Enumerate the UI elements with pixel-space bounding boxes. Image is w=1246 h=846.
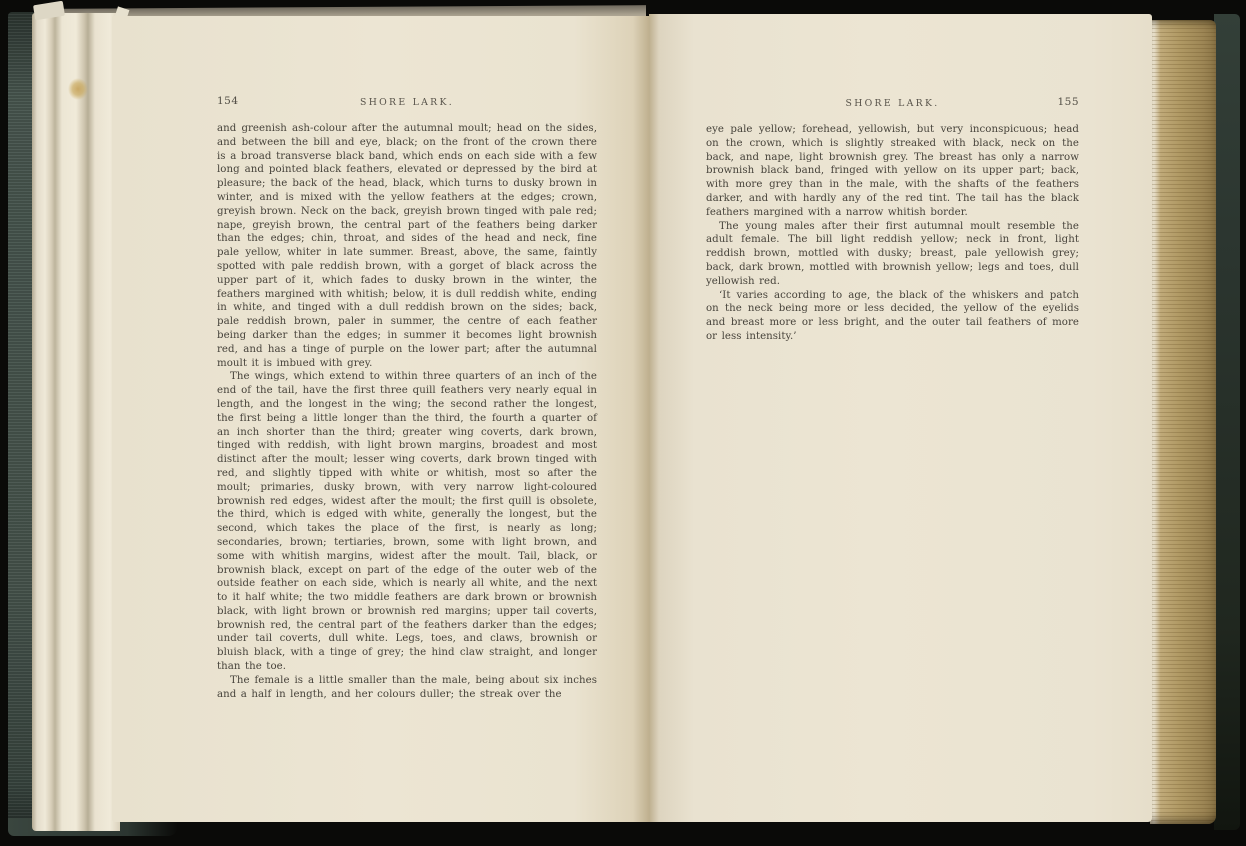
right-page-body [706, 123, 1079, 344]
paragraph: The female is a little smaller than the male, being about six inches and a half in length, and her colours duller; the streak over the [217, 674, 597, 700]
left-page [112, 16, 649, 822]
left-page-edge-stack [32, 13, 120, 831]
fox-stain [68, 78, 88, 100]
paragraph: eye pale yellow; forehead, yellowish, but very inconspicuous; head on the crown, which is slightly streaked with black, neck on the back, and nape, light brownish grey. The breast has only a narrow brownish black band, fringed with yellow on its upper part; back, with more grey than in the male, with the shafts of the feathers darker, and with hardly any of the red tint. The tail has the black feathers margined with a narrow whitish border. [706, 124, 1079, 218]
left-page-header [217, 95, 597, 111]
right-page [649, 14, 1152, 822]
running-title: SHORE LARK. [845, 98, 940, 109]
paragraph: ‘It varies according to age, the black of the whiskers and patch on the neck being more or less decided, the yellow of the eyelids and breast more or less bright, and the outer tail feathers of more or less intensity.’ [706, 289, 1079, 342]
page-number: 155 [1057, 96, 1079, 108]
right-page-text-block [706, 96, 1079, 344]
running-title: SHORE LARK. [360, 97, 454, 108]
page-number: 154 [217, 95, 239, 107]
paragraph: and greenish ash-colour after the autumnal moult; head on the sides, and between the bill and eye, black; on the front of the crown there is a broad transverse black band, which ends on each side with a few long and pointed black feathers, elevated or depressed by the bird at pleasure; the back of the head, black, which turns to dusky brown in winter, and is mixed with the yellow feathers at the edges; crown, greyish brown. Neck on the back, greyish brown tinged with pale red; nape, greyish brown, the central part of the feathers being darker than the edges; chin, throat, and sides of the head and neck, fine pale yellow, whiter in late summer. Breast, above, the same, faintly spotted with pale reddish brown, with a gorget of black across the upper part of it, which fades to dusky brown in the winter, the feathers margined with whitish; below, it is dull reddish white, ending in white, and tinged with a dull reddish brown on the sides; back, pale reddish brown, paler in summer, the centre of each feather being darker than the edges; in summer it becomes light brownish red, and has a tinge of purple on the lower part; after the autumnal moult it is imbued with grey. [217, 123, 597, 369]
left-page-text-block [217, 95, 597, 701]
paragraph: The wings, which extend to within three quarters of an inch of the end of the tail, have the first three quill feathers very nearly equal in length, and the longest in the wing; the second rather the longest, the first being a little longer than the third, the fourth a quarter of an inch shorter than the third; greater wing coverts, dark brown, tinged with reddish, with light brown margins, broadest and most distinct after the moult; lesser wing coverts, dark brown tinged with red, and slightly tipped with white or whitish, most so after the moult; primaries, dusky brown, with very narrow light-coloured brownish red edges, widest after the moult; the first quill is obsolete, the third, which is edged with white, generally the longest, but the second, which takes the place of the first, is nearly as long; secondaries, brown; tertiaries, brown, some with light brown, and some with whitish margins, widest after the moult. Tail, black, or brownish black, except on part of the edge of the outer web of the outside feather on each side, which is nearly all white, and the next to it half white; the two middle feathers are dark brown or brownish black, with light brown or brownish red margins; upper tail coverts, brownish red, the central part of the feathers darker than the edges; under tail coverts, dull white. Legs, toes, and claws, brownish or bluish black, with a tinge of grey; the hind claw straight, and longer than the toe. [217, 371, 597, 673]
right-page-header [706, 96, 1079, 112]
paragraph: The young males after their first autumnal moult resemble the adult female. The bill light reddish yellow; neck in front, light reddish brown, mottled with dusky; breast, pale yellowish grey; back, dark brown, mottled with brownish yellow; legs and toes, dull yellowish red. [706, 220, 1079, 287]
right-fore-edge [1150, 20, 1216, 824]
book-cover-right [1214, 14, 1240, 830]
book-cover-left [8, 12, 34, 834]
left-page-body [217, 122, 597, 701]
